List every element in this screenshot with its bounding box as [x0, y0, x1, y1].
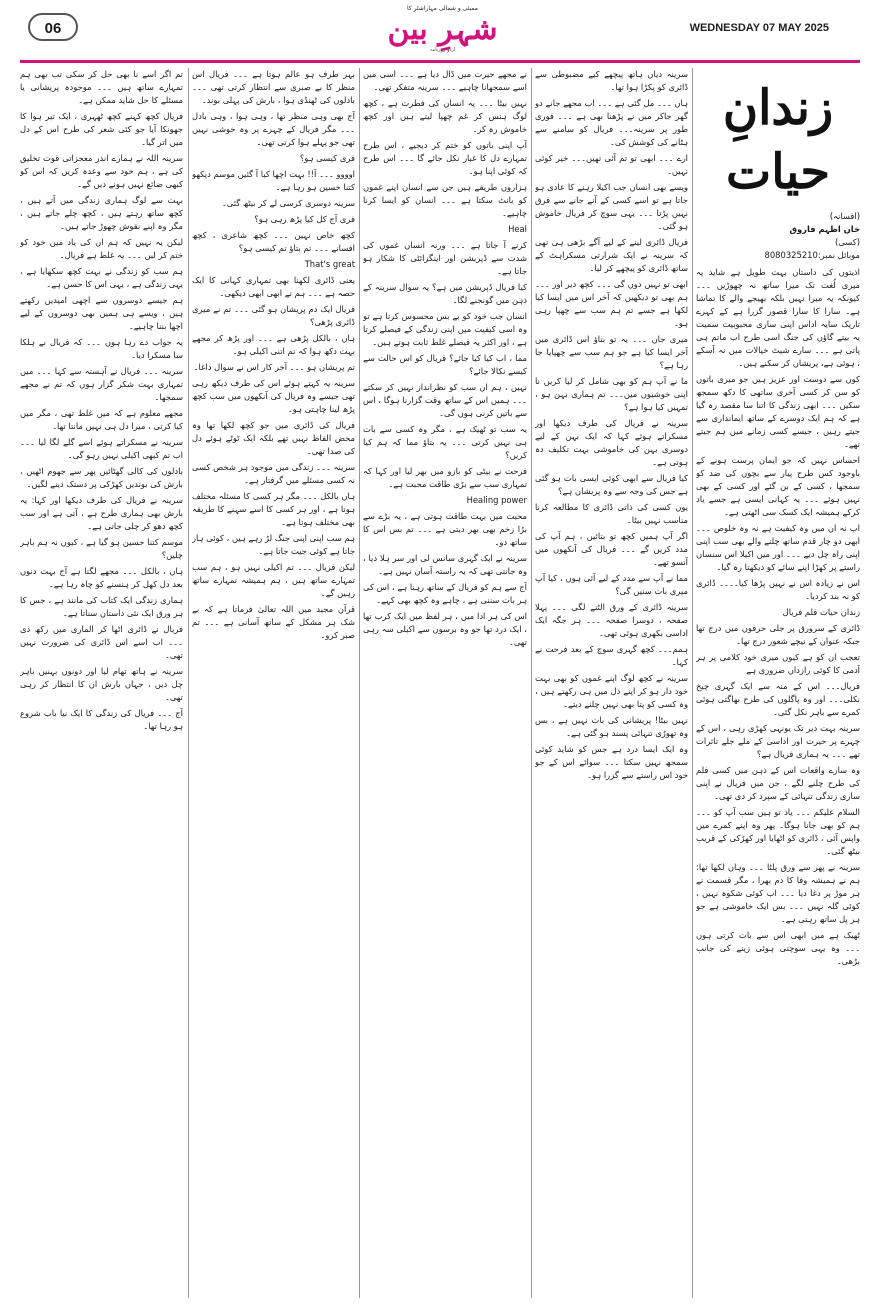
paragraph: Healing power: [466, 495, 527, 505]
header-rule: [20, 60, 860, 63]
paragraph: That's great: [304, 259, 355, 269]
paragraph: یوں کسی کی ذاتی ڈائری کا مطالعہ کرنا مناسب نہیں بیٹا۔: [535, 502, 688, 525]
paragraph: مجھے معلوم ہے کہ میں غلط تھی ، مگر میں کیا کرتی ، میرا دل ہی نہیں مانتا تھا۔: [20, 408, 183, 431]
paragraph: آج سے ہم کو فریال کے ساتھ رہنا ہے ، اس کی ہر بات سننی ہے ، چاہے وہ کچھ بھی کہے۔: [363, 582, 527, 605]
paragraph: سرینہ نے ایک گہری سانس لی اور سر ہلا دیا ، وہ جانتی تھی کہ یہ راستہ آسان نہیں ہے۔: [363, 553, 527, 576]
column-2: [192, 68, 355, 1298]
paragraph: تم اگر اسے نا بھی حل کر سکی تب بھی ہم تمہارے ساتھ ہیں ۔۔۔ موجودہ پریشانی یا مسئلے کا حل شاید ممکن ہے۔: [20, 69, 183, 105]
paragraph: نہیں ، ہم ان سب کو نظرانداز نہیں کر سکتے ۔۔۔ ہمیں اس کے ساتھ وقت گزارنا ہوگا ، اس سے باتیں کرنی ہوں گی۔: [363, 382, 527, 418]
paragraph: لیکن یہ نہیں کہ ہم ان کی یاد میں خود کو ختم کر لیں ۔۔۔ یہ غلط ہے فریال۔: [20, 237, 183, 260]
paragraph: السلام علیکم ۔۔۔ یاد تو ہیں سب آپ کو ۔۔۔ ہم کو بھی جانا ہوگا۔ پھر وہ اپنے کمرے میں واپس آئی ، ڈائری کو اٹھایا اور کھڑکی کے قریب بیٹھ گئی۔: [696, 807, 860, 856]
paragraph: فریال کی ڈائری میں جو کچھ لکھا تھا وہ محض الفاظ نہیں تھے بلکہ ایک ٹوٹے ہوئے دل کی صدا تھی۔: [192, 420, 355, 456]
paragraph: ہماری زندگی ایک کتاب کی مانند ہے ، جس کا ہر ورق ایک نئی داستان سناتا ہے۔: [20, 595, 183, 618]
paragraph: سرینہ یہ کہتے ہوئے اس کی طرف دیکھ رہی تھی جیسے وہ فریال کی آنکھوں میں سب کچھ پڑھ لینا چاہتی ہو۔: [192, 378, 355, 414]
masthead-subtitle: اردو روزنامہ: [429, 47, 456, 53]
paragraph: سرینہ نے مسکراتے ہوئے اسے گلے لگا لیا ۔۔۔ اب تم کبھی اکیلی نہیں رہو گی۔: [20, 437, 183, 460]
article-columns: [20, 68, 860, 1298]
paragraph: فریال نے ڈائری اٹھا کر الماری میں رکھ دی ۔۔۔ اب اسے اس ڈائری کی ضرورت نہیں تھی۔: [20, 624, 183, 660]
paragraph: ابھی تو نہیں دوں گی ۔۔۔ کچھ دیر اور ۔۔۔ ہم بھی تو دیکھیں کہ آخر اس میں ایسا کیا لکھا ہے جسے تم ہم سب سے چھپا رہی ہو۔: [535, 279, 688, 328]
paragraph: کیا فریال ڈپریشن میں ہے؟ یہ سوال سرینہ کے ذہن میں گونجنے لگا۔: [363, 282, 527, 305]
column-divider: [359, 68, 360, 1298]
byline-genre: (افسانہ): [829, 211, 860, 221]
paragraph: سرینہ ڈائری کے ورق الٹنے لگی ۔۔۔ پہلا صفحہ ، دوسرا صفحہ ۔۔۔ ہر جگہ ایک اداسی بکھری ہوئی تھی۔: [535, 602, 688, 638]
paragraph: کیا فریال سے ابھی کوئی ایسی بات ہو گئی ہے جس کی وجہ سے وہ پریشان ہے؟: [535, 473, 688, 496]
paragraph: سرینہ بہت دیر تک یونہی کھڑی رہی ، اس کے چہرے پر حیرت اور اداسی کے ملے جلے تاثرات تھے ۔۔۔ یہ ہماری فریال ہے؟: [696, 723, 860, 759]
paragraph: ویسے بھی انسان جب اکیلا رہنے کا عادی ہو جاتا ہے تو اسے کسی کے آنے جانے سے فرق نہیں پڑتا ۔۔۔ یہی سوچ کر فریال خاموش ہو گئی۔: [535, 182, 688, 231]
paragraph: کچھ خاص نہیں ۔۔۔ کچھ شاعری ، کچھ افسانے ۔۔۔ تم بتاؤ تم کیسی ہو؟: [192, 230, 355, 253]
column-3: [363, 68, 527, 1298]
paragraph: نے مجھے حیرت میں ڈال دیا ہے ۔۔۔ اسی میں اسے سمجھانا چاہیے ۔۔۔ سرینہ متفکر تھی۔: [363, 69, 527, 92]
paragraph: کون سے دوست اور عزیز ہیں جو میری باتوں کو سن کر کسی آخری ساتھی کا دکھ سمجھ سکیں ۔۔۔ ابھی زندگی کا اتنا سا مقصد رہ گیا ہے کہ ہم ایک دوسرے کے ساتھ ایمانداری سے جیتے رہیں ، جیسے کسی زمانے میں ہم جیتے تھے۔: [696, 374, 860, 449]
paragraph: سرینہ نے کچھ لوگ اپنے غموں کو بھی بہت خود دار ہو کر اپنے دل میں ہی رکھتے ہیں ، وہ کسی کو پتا بھی نہیں چلنے دیتے۔: [535, 673, 688, 709]
paragraph: اگر آپ ہمیں کچھ تو بتائیں ، ہم آپ کی مدد کریں گے ۔۔۔ فریال کی آنکھوں میں آنسو تھے۔: [535, 531, 688, 567]
paragraph: انسان جب خود کو بے بس محسوس کرتا ہے تو وہ اسی کیفیت میں اپنی زندگی کے فیصلے کرتا ہے ، اور اکثر یہ فیصلے غلط ثابت ہوتے ہیں۔: [363, 311, 527, 347]
paragraph: زندان حیات قلم فریال: [782, 607, 860, 617]
paragraph: فری آج کل کیا پڑھ رہی ہو؟: [254, 214, 355, 224]
paragraph: اس کی ہر ادا میں ، ہر لفظ میں ایک کرب تھا ، ایک درد تھا جو وہ برسوں سے اکیلی سہ رہی تھی۔: [363, 611, 527, 647]
paragraph: سرینہ دیاں ہاتھ پیچھے کیے مضبوطی سے ڈائری کو پکڑا ہوا تھا۔: [535, 69, 688, 92]
paragraph: موسم کتنا حسین ہو گیا ہے ، کیوں نہ ہم باہر چلیں؟: [20, 537, 183, 560]
column-divider: [531, 68, 532, 1298]
paragraph: کرنے آ جاتا ہے ۔۔۔ ورنہ انسان غموں کی شدت سے ڈپریشن اور اینگزائٹی کا شکار ہو جاتا ہے۔: [363, 240, 527, 276]
paragraph: سرینہ اللہ نے ہمارے اندر معجزاتی قوت تخلیق کی ہے ، ہم خود سے وعدہ کریں کہ اس کو کبھی ضائع نہیں ہونے دیں گے۔: [20, 153, 183, 189]
story-title: زندانِ حیات: [722, 80, 834, 200]
column-text: [696, 266, 860, 968]
paragraph: ہم جیسے دوسروں سے اچھی امیدیں رکھتے ہیں ، ویسے ہی ہمیں بھی دوسروں کے لیے اچھا بننا چاہیے۔: [20, 295, 183, 331]
paragraph: مما نے آپ سے مدد کے لیے آئی ہوں ، کیا آپ میری بات سنیں گی؟: [535, 573, 688, 596]
paragraph: فریال ڈائری لینے کے لیے آگے بڑھی ہی تھی کہ سرینہ نے ایک شرارتی مسکراہٹ کے ساتھ ڈائری کو پیچھے کر لیا۔: [535, 237, 688, 273]
column-5: [696, 68, 860, 1298]
paragraph: میری جان ۔۔۔ یہ تو بتاؤ اس ڈائری میں آخر ایسا کیا ہے جو ہم سب سے چھپایا جا رہا ہے؟: [535, 334, 688, 370]
paragraph: وہ سارے واقعات اس کے ذہن میں کسی فلم کی طرح چلنے لگے ، جن میں فریال نے اپنی ساری زندگی تنہائی کے سپرد کر دی تھی۔: [696, 765, 860, 801]
paragraph: سرینہ نے پھر سے ورق پلٹا ۔۔۔ وہاں لکھا تھا: ہم نے ہمیشہ وفا کا دم بھرا ، مگر قسمت نے ہر موڑ پر دغا دیا ۔۔۔ اب کوئی شکوہ نہیں ، کوئی گلہ نہیں ۔۔۔ بس ایک خاموشی ہے جو ہر پل ساتھ رہتی ہے۔: [696, 862, 860, 924]
paragraph: ارے ۔۔۔ ابھی تو تم آئی تھیں۔۔۔ خیر کوئی نہیں۔: [535, 153, 688, 176]
paragraph: آج ۔۔۔ فریال کی زندگی کا ایک نیا باب شروع ہو رہا تھا۔: [20, 708, 183, 731]
paragraph: آج بھی وہی منظر تھا ، وہی ہوا ، وہی بادل ۔۔۔ مگر فریال کے چہرے پر وہ خوشی نہیں تھی جو پہلے ہوا کرتی تھی۔: [192, 111, 355, 147]
paragraph: ہزاروں طریقے ہیں جن سے انسان اپنے غموں کو بانٹ سکتا ہے ۔۔۔ انسان کو ایسا کرنا چاہیے۔: [363, 182, 527, 218]
paragraph: ٹھیک ہے میں ابھی اس سے بات کرتی ہوں ۔۔۔ وہ یہی سوچتی ہوئی زینے کی جانب بڑھی۔: [696, 930, 860, 966]
paragraph: ہمم۔۔۔ کچھ گہری سوچ کے بعد فرحت نے کہا۔: [535, 644, 688, 667]
paragraph: نہیں بیٹا! پریشانی کی بات نہیں ہے ، بس وہ تھوڑی تنہائی پسند ہو گئی ہے۔: [535, 715, 688, 738]
paragraph: مما ، اب کیا کیا جائے؟ فریال کو اس حالت سے کیسے نکالا جائے؟: [363, 353, 527, 376]
paragraph: اس نے زیادہ اس نے نہیں پڑھا کیا۔۔۔۔ ڈائری کو نہ بند کردیا۔: [696, 578, 860, 601]
paragraph: فری کیسی ہو؟: [299, 153, 355, 163]
paragraph: فریال کچھ کہنے کچھ ٹھہری ، ایک تیر ہوا کا جھونکا آیا جو کئی شعر کی طرح اس کے دل میں اتر گیا۔: [20, 111, 183, 147]
paragraph: سرینہ دوسری کرسی لے کر بیٹھ گئی۔: [221, 198, 355, 208]
paragraph: سرینہ ۔۔۔ زندگی میں موجود ہر شخص کسی نہ کسی مسئلے میں گرفتار ہے۔: [192, 462, 355, 485]
column-text: [363, 68, 527, 649]
paragraph: سرینہ نے فریال کی طرف دیکھا اور مسکراتے ہوئے کہا کہ ایک بہن کے لیے دوسری بہن کی خاموشی بہت تکلیف دہ ہوتی ہے۔: [535, 418, 688, 467]
byline-author: خان اظہم فاروق: [789, 224, 860, 234]
column-divider: [692, 68, 693, 1298]
paragraph: یہ سب تو ٹھیک ہے ، مگر وہ کسی سے بات ہی نہیں کرتی ۔۔۔ یہ بتاؤ مما کہ ہم کیا کریں؟: [363, 424, 527, 460]
column-1: [20, 68, 183, 1298]
masthead-tagline: ممبئی و شمالی مہاراشٹر کا: [407, 5, 478, 12]
column-text: [20, 68, 183, 733]
paragraph: تم پریشان ہو ۔۔۔ آخر کار اس نے سوال داغا۔: [193, 362, 355, 372]
paragraph: نہیں بیٹا ۔۔۔ یہ انسان کی فطرت ہے ، کچھ لوگ ہنس کر غم چھپا لیتے ہیں اور کچھ خاموش رہ کر۔: [363, 98, 527, 134]
paragraph: ما نے آپ ہم کو بھی شامل کر لیا کریں نا اپنی خوشیوں میں۔۔۔ تم ہماری بہن ہو ، تمہیں کیا ہوا ہے؟: [535, 376, 688, 412]
paragraph: فریال۔۔۔ اس کے منہ سے ایک گہری چیخ نکلی۔۔۔ اور وہ پاگلوں کی طرح بھاگتی ہوئی کمرے سے باہر نکل گئی۔: [696, 681, 860, 717]
paragraph: سرینہ نے فریال کی طرف دیکھا اور کہا: یہ بارش بھی ہماری طرح ہے ، آتی ہے اور سب کچھ دھو کر چلی جاتی ہے۔: [20, 495, 183, 531]
paragraph: یہ جواب دے رہا ہوں ۔۔۔ کہ فریال نے ہلکا سا مسکرا دیا۔: [20, 337, 183, 360]
paragraph: ڈائری کے سرورق پر جلی حرفوں میں درج تھا جبکہ عنوان کے نیچے شعور درج تھا۔: [696, 623, 860, 646]
page-number: 06: [28, 13, 78, 41]
column-divider: [188, 68, 189, 1298]
byline: [696, 210, 860, 262]
issue-date: WEDNESDAY 07 MAY 2025: [689, 22, 829, 34]
paragraph: فریال ایک دم پریشان ہو گئی ۔۔۔ تم نے میری ڈائری پڑھی؟: [192, 304, 355, 327]
paragraph: فرحت نے بیٹی کو بازو میں بھر لیا اور کہا کہ تمہاری سب سے بڑی طاقت محبت ہے۔: [363, 466, 527, 489]
paragraph: اوووو ۔۔۔ آ!! بہت اچھا کیا آ گئیں موسم دیکھو کتنا حسین ہو رہا ہے۔: [192, 169, 355, 192]
column-text: [192, 68, 355, 642]
paragraph: قرآن مجید میں اللہ تعالیٰ فرماتا ہے کہ بے شک ہر مشکل کے ساتھ آسانی ہے ۔۔۔ تم صبر کرو۔: [192, 604, 355, 640]
masthead-logo: شہرِ بین: [387, 12, 498, 47]
paragraph: ہاں ۔۔۔ مل گئی ہے ۔۔۔ اب مجھے جانے دو گھر جاکر میں نے پڑھنا بھی ہے ۔۔۔ فوری طور پر سرینہ۔۔۔ فریال کو سامنے سے ہٹانے کی کوشش کی۔: [535, 98, 688, 147]
paragraph: اذیتوں کی داستاں بہت طویل ہے شاید یہ میری لُغت تک میرا ساتھ نہ چھوڑیں ۔۔۔ کیونکہ یہ میرا نہیں بلکہ بھیجے والے کا تماشا ہے۔ سارا کا سارا قصور گزرا ہے کے کہرے تاریک سایہ اداس اپنی ساری محبوبیت سمیت یہ بیتے گاؤں کی جنگ اسی طرح اب ماتم ہی پاتی ہے ۔۔۔ سارے شیٹ خیالات میں نہ آسکے ، ہوئی ہے، پریشان کر سکنے ہیں۔: [696, 267, 860, 368]
paragraph: ہاں ، بالکل ۔۔۔ مجھے لگتا ہے آج بہت دنوں بعد دل کھل کر ہنسنے کو چاہ رہا ہے۔: [20, 566, 183, 589]
masthead: [380, 5, 505, 57]
paragraph: محبت میں بہت طاقت ہوتی ہے ، یہ بڑے سے بڑا زخم بھی بھر دیتی ہے ۔۔۔ تم بس اس کا ساتھ دو۔: [363, 511, 527, 547]
paragraph: Heal: [508, 224, 527, 234]
column-4: [535, 68, 688, 1298]
column-text: [535, 68, 688, 782]
paragraph: ہم سب کو زندگی نے بہت کچھ سکھایا ہے ، یہی زندگی ہے ، یہی اس کا حسن ہے۔: [20, 266, 183, 289]
paragraph: ہاں بالکل ۔۔۔ مگر ہر کسی کا مسئلہ مختلف ہوتا ہے ، اور ہر کسی کا اسے سہنے کا طریقہ بھی مختلف ہوتا ہے۔: [192, 491, 355, 527]
paragraph: یعنی ڈائری لکھنا بھی تمہاری کہانی کا ایک حصہ ہے ۔۔۔ ہم نے ابھی ابھی دیکھی۔: [192, 275, 355, 298]
paragraph: سرینہ نے ہاتھ تھام لیا اور دونوں بہنیں باہر چل دیں ، جہاں بارش ان کا انتظار کر رہی تھی۔: [20, 666, 183, 702]
paragraph: بہت سے لوگ ہماری زندگی میں آتے ہیں ، کچھ ساتھ رہتے ہیں ، کچھ چلے جاتے ہیں ، مگر وہ اپنے نقوش چھوڑ جاتے ہیں۔: [20, 195, 183, 231]
paragraph: تعجب ان کو ہے کیوں میری خود کلامی پر ہر آدمی کا کوئی رازداں ضروری ہے: [696, 652, 860, 675]
page-header: [0, 0, 885, 64]
paragraph: اب نہ ان میں وہ کیفیت ہے نہ وہ خلوص ۔۔۔ ابھی دو چار قدم ساتھ چلنے والے بھی سب اپنی اپنی راہ چل دیے ۔۔۔ اور میں اکیلا اس سنسان راستے پر کھڑا اپنے سائے کو دیکھتا رہ گیا۔: [696, 523, 860, 572]
byline-place: (کسی): [835, 237, 860, 247]
paragraph: ہاں ، بالکل پڑھی ہے ۔۔۔ اور پڑھ کر مجھے بہت دکھ ہوا کہ تم اتنی اکیلی ہو۔: [192, 333, 355, 356]
paragraph: ہم سب اپنی اپنی جنگ لڑ رہے ہیں ، کوئی ہار جاتا ہے کوئی جیت جاتا ہے۔: [192, 533, 355, 556]
paragraph: وہ ایک ایسا درد ہے جس کو شاید کوئی سمجھ نہیں سکتا ۔۔۔ سوائے اس کے جو خود اس راستے سے گزرا ہو۔: [535, 744, 688, 780]
byline-phone: موبائل نمبر:8080325210: [764, 250, 860, 260]
paragraph: سرینہ ۔۔۔ فریال نے آہستہ سے کہا ۔۔۔ میں تمہاری بہت شکر گزار ہوں کہ تم نے مجھے سمجھا۔: [20, 366, 183, 402]
paragraph: آپ اپنی باتوں کو ختم کر دیجیے ، اس طرح تمہارے دل کا غبار نکل جائے گا ۔۔۔ اس طرح کہ کوئی اپنا ہو۔: [363, 140, 527, 176]
paragraph: احساس نہیں کہ جو ایمان پرست ہونے کے باوجود کس طرح پیار سے بچوں کی ضد کو سمجھا ، کسی کے بن گئے اور کسی کے بھی نہیں ہوئے ۔۔۔ یہ کہانی ایسی ہے جسے یاد کرکے ہمیشہ ایک کسک سی اٹھتی ہے۔: [696, 455, 860, 517]
paragraph: بہر طرف ہو عالم ہوتا ہے ۔۔۔ فریال اس منظر کا بے صبری سے انتظار کرتی تھی ۔۔۔ بادلوں کی ٹھنڈی ہوا ، بارش کی پہلی بوند۔: [192, 69, 355, 105]
paragraph: لیکن فریال ۔۔۔ تم اکیلی نہیں ہو ، ہم سب تمہارے ساتھ ہیں ، ہم ہمیشہ تمہارے ساتھ رہیں گے۔: [192, 562, 355, 598]
paragraph: بادلوں کی کالی گھٹائیں پھر سے جھوم اٹھیں ، بارش کی بوندیں کھڑکی پر دستک دینے لگیں۔: [20, 466, 183, 489]
